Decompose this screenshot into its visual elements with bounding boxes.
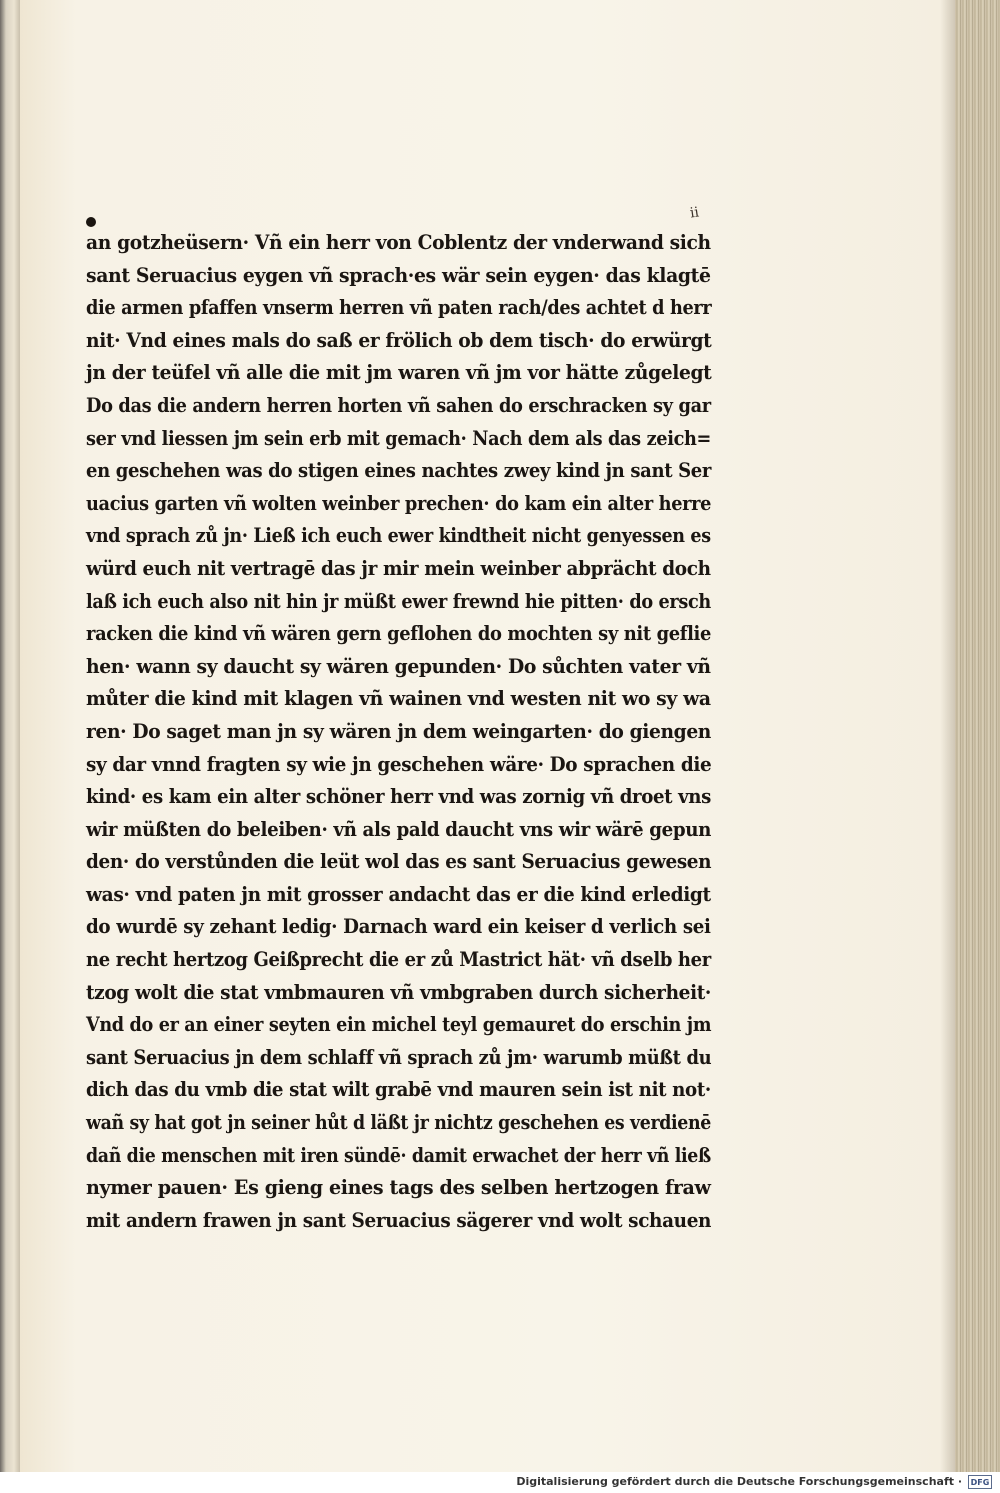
text-line: racken die kind vñ wären gern geflohen do mochten sy nit geflie — [86, 621, 711, 646]
text-line: uacius garten vñ wolten weinber prechen· do kam ein alter herre — [86, 490, 712, 515]
text-line: sant Seruacius eygen vñ sprach·es wär sein eygen· das klagtē — [86, 262, 711, 287]
text-line: kind· es kam ein alter schöner herr vnd was zornig vñ droet vns — [86, 784, 711, 809]
text-line: ne recht hertzog Geißprecht die er zů Mastrict hät· vñ dselb her — [86, 947, 711, 972]
text-line: do wurdē sy zehant ledig· Darnach ward ein keiser d verlich sei — [86, 914, 711, 939]
text-line: laß ich euch also nit hin jr müßt ewer frewnd hie pitten· do ersch — [86, 588, 711, 613]
text-line: ren· Do saget man jn sy wären jn dem weingarten· do giengen — [86, 718, 712, 743]
text-line: ser vnd liessen jm sein erb mit gemach· Nach dem als das zeich= — [86, 425, 712, 450]
text-line: an gotzheüsern· Vñ ein herr von Coblentz der vnderwand sich — [86, 230, 711, 254]
text-line: nymer pauen· Es gieng eines tags des selben hertzogen fraw — [86, 1175, 711, 1200]
text-line: můter die kind mit klagen vñ wainen vnd westen nit wo sy wa — [86, 686, 711, 711]
text-line: mit andern frawen jn sant Seruacius sägerer vnd wolt schauen — [86, 1207, 712, 1232]
text-line: den· do verstůnden die leüt wol das es sant Seruacius gewesen — [86, 849, 712, 874]
text-line: sy dar vnnd fragten sy wie jn geschehen wäre· Do sprachen die — [86, 751, 712, 776]
text-line: jn der teüfel vñ alle die mit jm waren vñ jm vor hätte zůgelegt — [86, 360, 712, 385]
dfg-logo: DFG — [968, 1475, 992, 1489]
footer-bar — [0, 1472, 1000, 1493]
text-line: sant Seruacius jn dem schlaff vñ sprach zů jm· warumb müßt du — [86, 1044, 712, 1069]
text-line: was· vnd paten jn mit grosser andacht das er die kind erledigt — [86, 881, 711, 906]
previous-page-edge — [0, 0, 20, 1472]
text-line: wañ sy hat got jn seiner hůt d läßt jr nichtz geschehen es verdienē — [86, 1110, 711, 1135]
text-line: dañ die menschen mit iren sündē· damit erwachet der herr vñ ließ — [86, 1142, 711, 1167]
folio-number: ii — [688, 204, 701, 222]
text-line: wir müßten do beleiben· vñ als pald daucht vns wir wärē gepun — [86, 816, 712, 841]
text-line: würd euch nit vertragē das jr mir mein weinber abprächt doch — [86, 555, 711, 580]
text-line: en geschehen was do stigen eines nachtes zwey kind jn sant Ser — [86, 458, 712, 483]
text-line: hen· wann sy daucht sy wären gepunden· Do sůchten vater vñ — [86, 653, 711, 678]
text-line: Vnd do er an einer seyten ein michel teyl gemauret do erschin jm — [86, 1012, 712, 1037]
text-line: vnd sprach zů jn· Ließ ich euch ewer kindtheit nicht genyessen es — [86, 523, 711, 548]
text-line: tzog wolt die stat vmbmauren vñ vmbgraben durch sicherheit· — [86, 979, 711, 1004]
funding-credit: Digitalisierung gefördert durch die Deutsche Forschungsgemeinschaft · — [516, 1475, 962, 1488]
text-line: die armen pfaffen vnserm herren vñ paten rach/des achtet d herr — [86, 295, 712, 320]
text-line: nit· Vnd eines mals do saß er frölich ob dem tisch· do erwürgt — [86, 327, 712, 352]
text-line: Do das die andern herren horten vñ sahen do erschracken sy gar — [86, 392, 711, 417]
fore-edge — [955, 0, 1000, 1472]
text-line: dich das du vmb die stat wilt grabē vnd mauren sein ist nit not· — [86, 1077, 711, 1102]
text-block — [86, 226, 711, 1236]
